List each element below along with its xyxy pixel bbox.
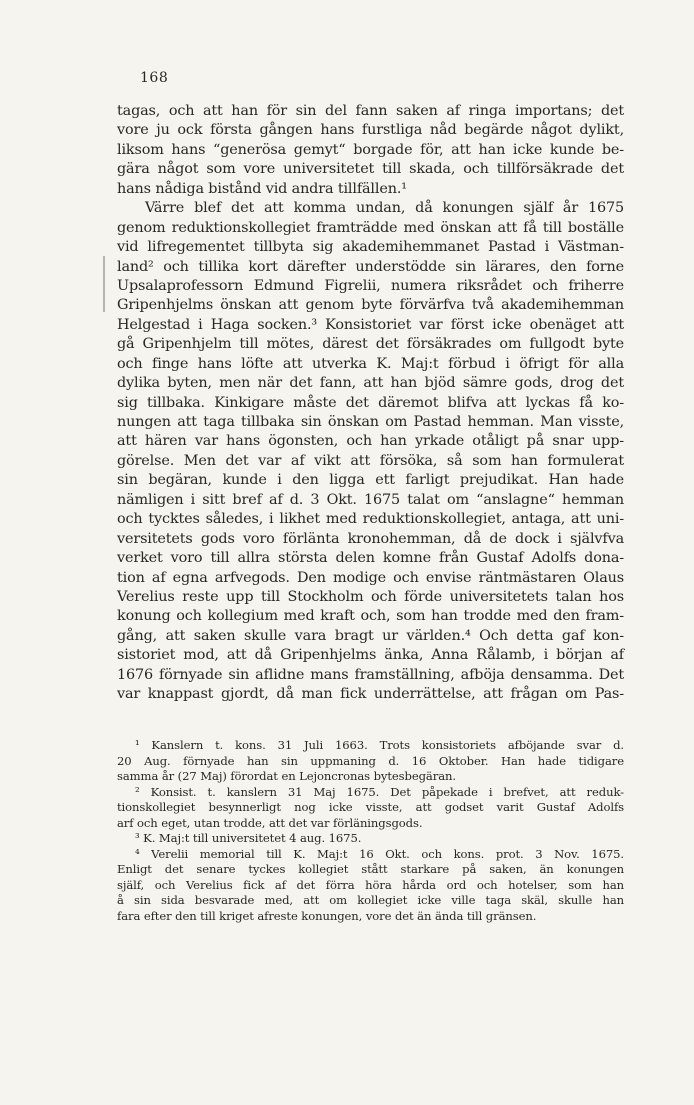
text-line: gära något som vore universitetet till skada, och tillförsäkrade det bbox=[117, 161, 624, 178]
text-line: Helgestad i Haga socken.³ Konsistoriet var först icke obenäget att bbox=[117, 316, 624, 333]
text-line: tion af egna arfvegods. Den modige och envise räntmästaren Olaus bbox=[117, 569, 624, 586]
footnote-4: ⁴ Verelii memorial till K. Maj:t 16 Okt. och kons. prot. 3 Nov. 1675. bbox=[135, 846, 624, 861]
footnote-line: själf, och Verelius fick af det förra höra hårda ord och hotelser, som han bbox=[117, 877, 624, 892]
footnote-line: tionskollegiet besynnerligt nog icke visste, att godset varit Gustaf Adolfs bbox=[117, 800, 624, 815]
text-line: var knappast gjordt, då man fick underrättelse, att frågan om Pas- bbox=[117, 686, 624, 703]
text-line: dylika byten, men när det fann, att han bjöd sämre gods, drog det bbox=[117, 375, 624, 392]
text-line: 1676 förnyade sin aflidne mans framställning, afböja densamma. Det bbox=[117, 666, 624, 683]
footnote-line: å sin sida besvarade med, att om kollegiet icke ville taga skäl, skulle han bbox=[117, 893, 624, 908]
page-number: 168 bbox=[140, 70, 169, 86]
footnote-line: 20 Aug. förnyade han sin uppmaning d. 16 Oktober. Han hade tidigare bbox=[117, 753, 624, 768]
text-line: nungen att taga tillbaka sin önskan om Pastad hemman. Man visste, bbox=[117, 414, 624, 430]
text-line: Verelius reste upp till Stockholm och förde universitetets talan hos bbox=[117, 588, 624, 605]
footnote-1: ¹ Kanslern t. kons. 31 Juli 1663. Trots konsistoriets afböjande svar d. bbox=[135, 738, 624, 752]
text-line: liksom hans “generösa gemyt“ borgade för, att han icke kunde be- bbox=[117, 141, 624, 158]
text-line: Upsalaprofessorn Edmund Figrelii, numera riksrådet och friherre bbox=[117, 277, 624, 294]
text-line: och finge hans löfte att utverka K. Maj:t förbud i öfrigt för alla bbox=[117, 355, 624, 372]
text-line: Värre blef det att komma undan, då konungen själf år 1675 bbox=[145, 200, 624, 217]
text-line: sin begäran, kunde i den ligga ett farligt prejudikat. Han hade bbox=[117, 472, 624, 489]
text-line: gång, att saken skulle vara bragt ur världen.⁴ Och detta gaf kon- bbox=[117, 627, 624, 644]
text-line: och tycktes således, i likhet med reduktionskollegiet, antaga, att uni- bbox=[117, 511, 624, 528]
text-line: versitetets gods voro förlänta kronohemman, då de dock i självfva bbox=[117, 530, 624, 547]
footnote-3: ³ K. Maj:t till universitetet 4 aug. 1675. bbox=[135, 831, 362, 846]
body-text bbox=[117, 102, 624, 705]
footnote-line: fara efter den till kriget afreste konungen, vore det än ända till gränsen. bbox=[117, 909, 537, 924]
footnote-2: ² Konsist. t. kanslern 31 Maj 1675. Det påpekade i brefvet, att reduk- bbox=[135, 784, 624, 799]
footnote-line: Enligt det senare tyckes kollegiet stått starkare på saken, än konungen bbox=[117, 862, 624, 877]
text-line: Gripenhjelms önskan att genom byte förvärfva två akademihemman bbox=[117, 297, 624, 314]
footnote-line: samma år (27 Maj) förordat en Lejoncronas bytesbegäran. bbox=[117, 769, 456, 784]
text-line: att hären var hans ögonsten, och han yrkade otåligt på snar upp- bbox=[117, 433, 624, 450]
text-line: gå Gripenhjelm till mötes, därest det försäkrades om fullgodt byte bbox=[117, 336, 624, 353]
footnote-line: arf och eget, utan trodde, att det var förläningsgods. bbox=[117, 815, 423, 830]
text-line: genom reduktionskollegiet framträdde med önskan att få till boställe bbox=[117, 219, 624, 236]
text-line: sig tillbaka. Kinkigare måste det däremot blifva att lyckas få ko- bbox=[117, 394, 624, 411]
text-line: land² och tillika kort därefter understödde sin lärares, den forne bbox=[117, 258, 624, 275]
text-line: görelse. Men det var af vikt att försöka, så som han formulerat bbox=[117, 452, 624, 469]
footnotes bbox=[117, 738, 624, 925]
text-line: hans nådiga bistånd vid andra tillfällen.¹ bbox=[117, 180, 407, 197]
text-line: vore ju ock första gången hans furstliga nåd begärde något dylikt, bbox=[117, 122, 624, 139]
margin-mark bbox=[103, 256, 105, 312]
text-line: verket voro till allra största delen komne från Gustaf Adolfs dona- bbox=[117, 550, 624, 567]
text-line: vid lifregementet tillbyta sig akademihemmanet Pastad i Västman- bbox=[117, 239, 624, 256]
text-line: sistoriet mod, att då Gripenhjelms änka, Anna Rålamb, i början af bbox=[117, 647, 624, 664]
text-line: konung och kollegium med kraft och, som han trodde med den fram- bbox=[117, 608, 624, 625]
text-line: tagas, och att han för sin del fann saken af ringa importans; det bbox=[117, 103, 624, 119]
text-line: nämligen i sitt bref af d. 3 Okt. 1675 talat om “anslagne“ hemman bbox=[117, 491, 624, 508]
